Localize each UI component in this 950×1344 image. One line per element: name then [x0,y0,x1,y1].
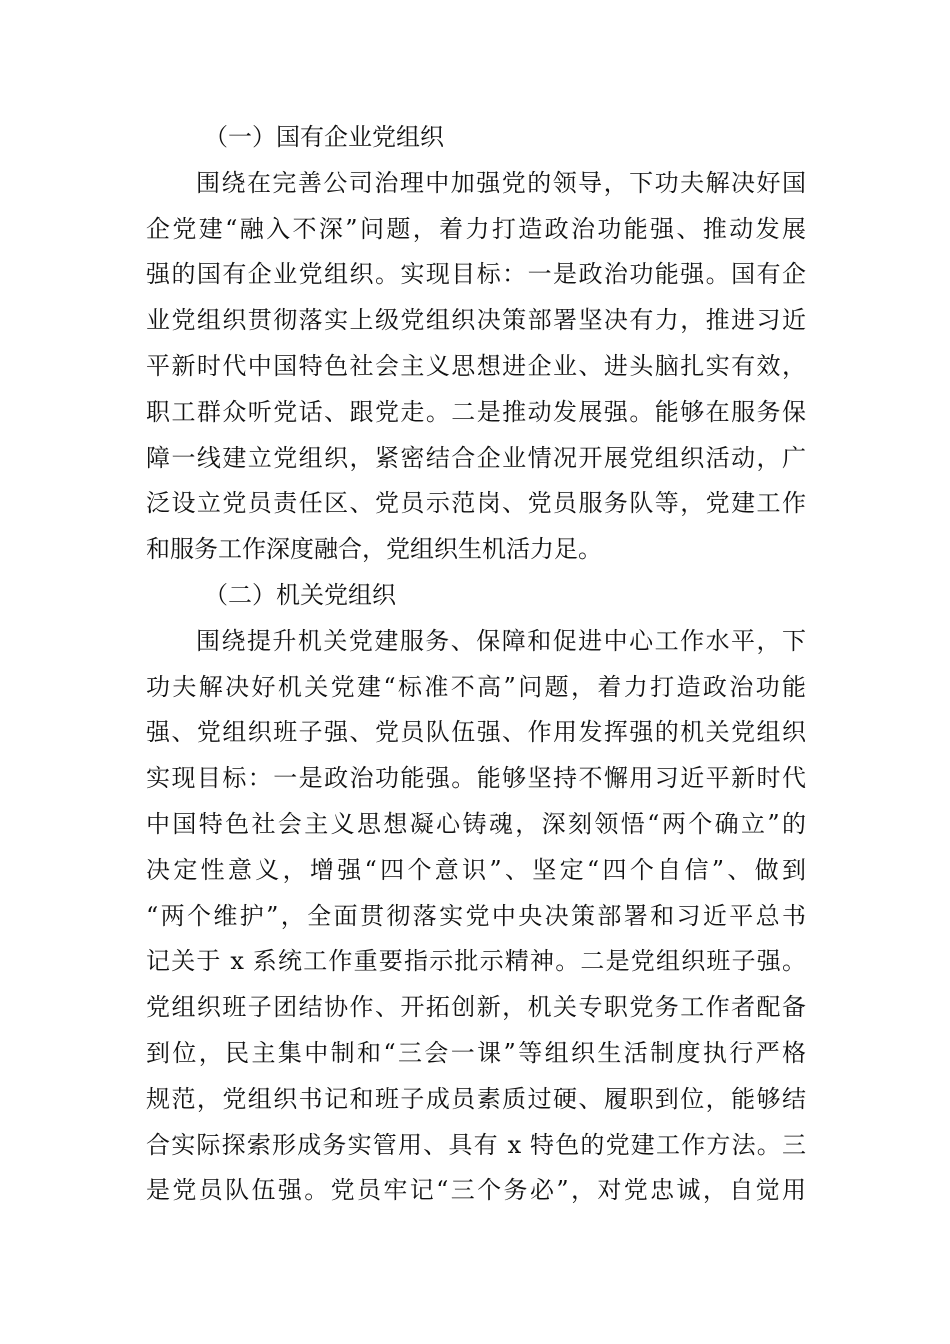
document-body [146,115,806,1214]
paragraph-line: 强、党组织班子强、党员队伍强、作用发挥强的机关党组织 [146,718,806,747]
paragraph-line: 记关于 x 系统工作重要指示批示精神。二是党组织班子强。 [146,947,806,976]
paragraph-line: 泛设立党员责任区、党员示范岗、党员服务队等，党建工作 [146,489,806,518]
section-heading: （一）国有企业党组织 [204,123,444,151]
paragraph-line: 实现目标：一是政治功能强。能够坚持不懈用习近平新时代 [146,764,806,793]
paragraph-line: 企党建“融入不深”问题，着力打造政治功能强、推动发展 [146,214,806,243]
paragraph-line: 党组织班子团结协作、开拓创新，机关专职党务工作者配备 [146,993,806,1022]
paragraph-line: 和服务工作深度融合，党组织生机活力足。 [146,535,602,564]
paragraph-line: 到位，民主集中制和“三会一课”等组织生活制度执行严格 [146,1038,806,1067]
paragraph-line: 强的国有企业党组织。实现目标：一是政治功能强。国有企 [146,260,806,289]
paragraph-line: 规范，党组织书记和班子成员素质过硬、履职到位，能够结 [146,1084,806,1113]
paragraph-line: 围绕在完善公司治理中加强党的领导，下功夫解决好国 [196,168,806,197]
paragraph-line: 职工群众听党话、跟党走。二是推动发展强。能够在服务保 [146,397,806,426]
paragraph-line: 业党组织贯彻落实上级党组织决策部署坚决有力，推进习近 [146,306,806,335]
paragraph-line: 围绕提升机关党建服务、保障和促进中心工作水平，下 [196,626,806,655]
paragraph-line: 合实际探索形成务实管用、具有 x 特色的党建工作方法。三 [146,1130,806,1159]
section-heading: （二）机关党组织 [204,580,396,609]
paragraph-line: 障一线建立党组织，紧密结合企业情况开展党组织活动，广 [146,443,806,472]
paragraph-line: 中国特色社会主义思想凝心铸魂，深刻领悟“两个确立”的 [146,809,806,838]
paragraph-line: 决定性意义，增强“四个意识”、坚定“四个自信”、做到 [146,855,806,884]
paragraph-line: 平新时代中国特色社会主义思想进企业、进头脑扎实有效， [146,351,806,380]
paragraph-line: 是党员队伍强。党员牢记“三个务必”，对党忠诚，自觉用 [146,1176,806,1205]
paragraph-line: “两个维护”，全面贯彻落实党中央决策部署和习近平总书 [146,901,806,930]
paragraph-line: 功夫解决好机关党建“标准不高”问题，着力打造政治功能 [146,672,806,701]
